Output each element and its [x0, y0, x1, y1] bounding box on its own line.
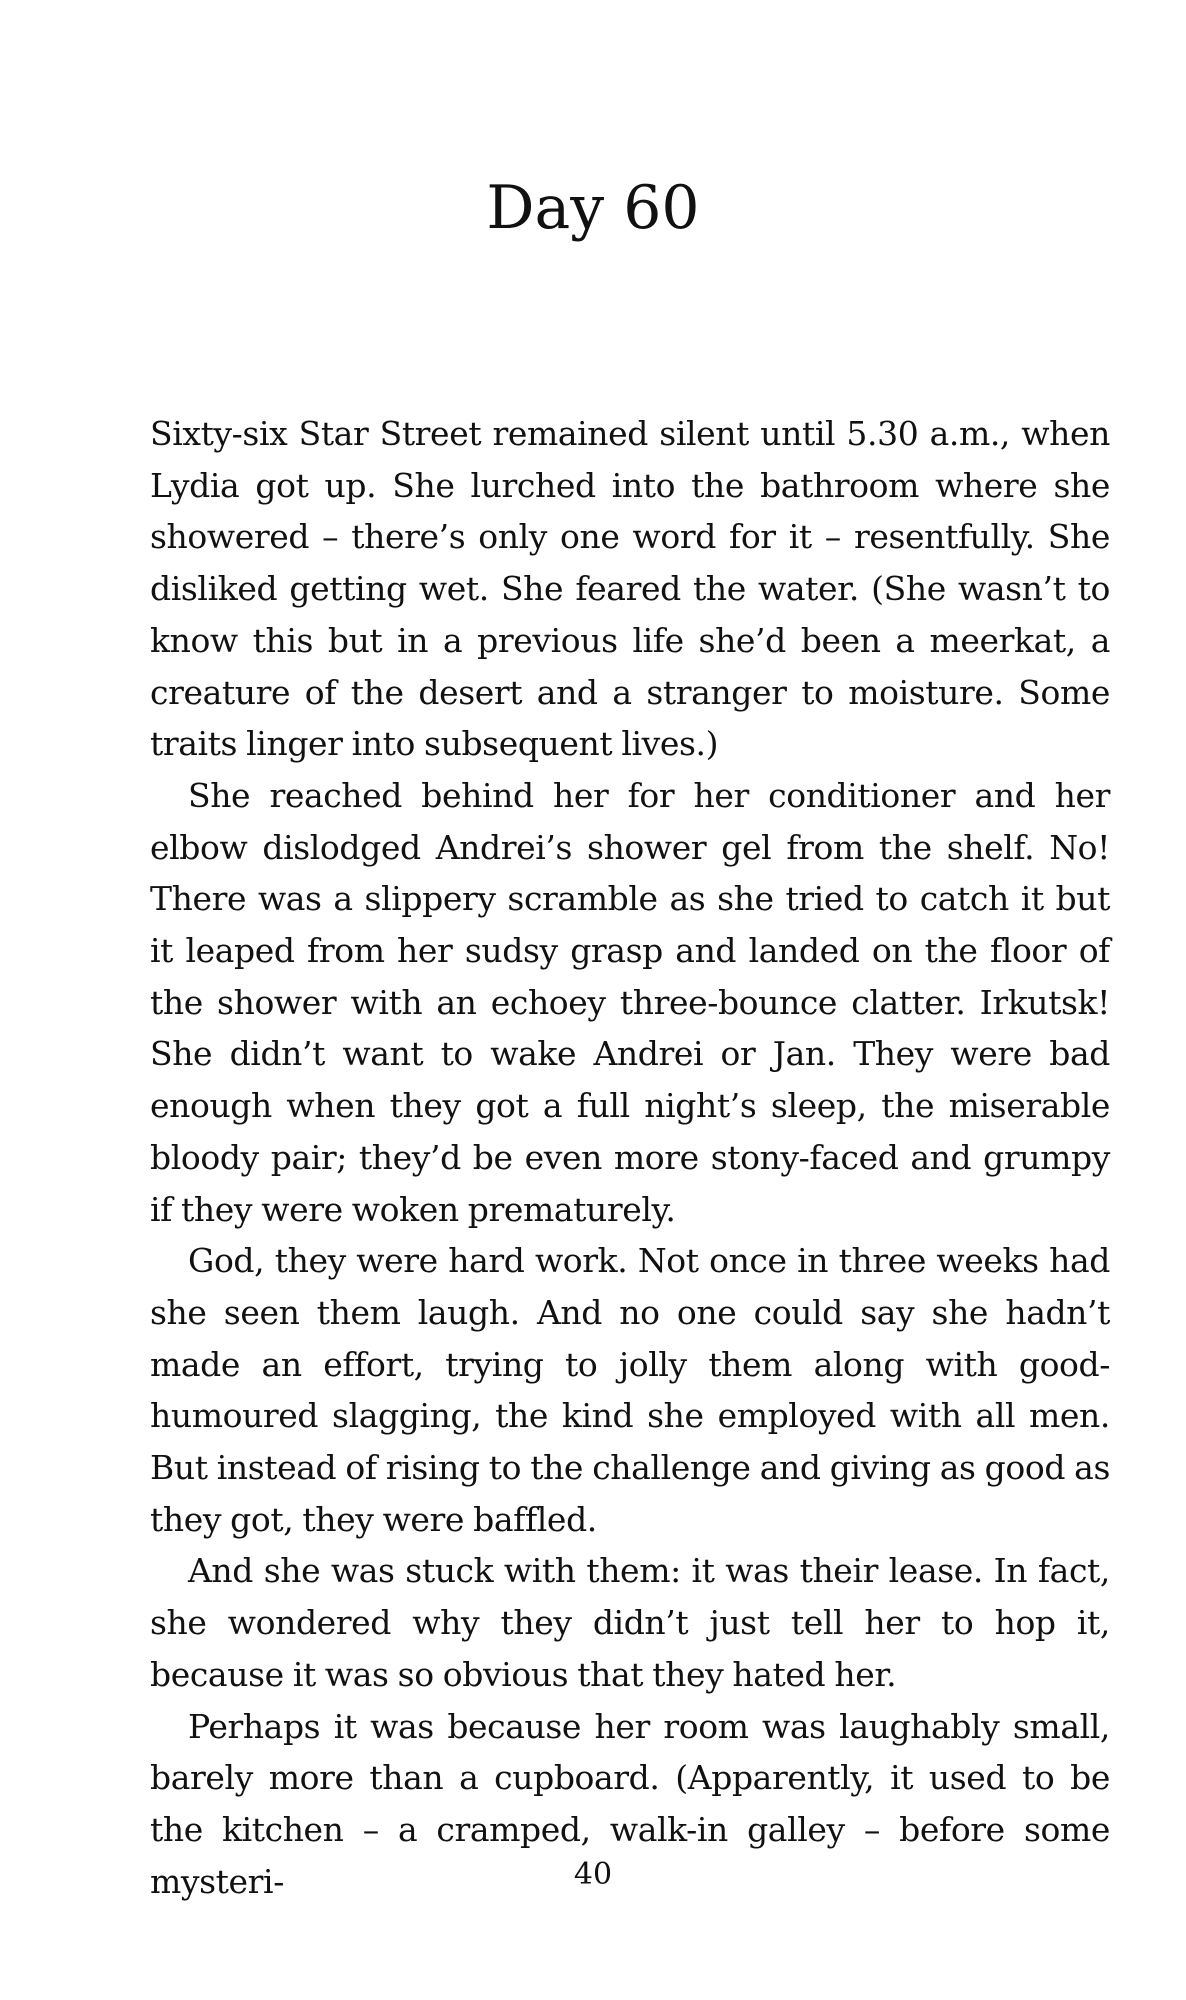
paragraph: She reached behind her for her conditioner and her elbow dislodged Andrei’s shower gel from the shelf. No! There was a slippery scramble as she tried to catch it but it leaped from her sudsy grasp and landed on the floor of the shower with an echoey three-bounce clatter. Irkutsk! She didn’t want to wake Andrei or Jan. They were bad enough when they got a full night’s sleep, the miserable bloody pair; they’d be even more stony-faced and grumpy if they were woken prematurely. — [150, 775, 1110, 1229]
paragraph: Sixty-six Star Street remained silent until 5.30 a.m., when Lydia got up. She lurched into the bathroom where she showered – there’s only one word for it – resentfully. She disliked getting wet. She feared the water. (She wasn’t to know this but in a previous life she’d been a meerkat, a creature of the desert and a stranger to moisture. Some traits linger into subsequent lives.) — [150, 414, 1110, 764]
body-text — [150, 408, 1110, 1907]
paragraph: God, they were hard work. Not once in three weeks had she seen them laugh. And no one could say she hadn’t made an effort, trying to jolly them along with good-humoured slagging, the kind she employed with all men. But instead of rising to the challenge and giving as good as they got, they were baffled. — [150, 1241, 1110, 1539]
paragraph: And she was stuck with them: it was their lease. In fact, she wondered why they didn’t just tell her to hop it, because it was so obvious that they hated her. — [150, 1551, 1110, 1694]
paragraph: Perhaps it was because her room was laughably small, barely more than a cupboard. (Apparently, it used to be the kitchen – a cramped, walk-in galley – before some mysteri- — [150, 1706, 1110, 1901]
chapter-title: Day 60 — [486, 173, 700, 243]
page-number: 40 — [573, 1857, 613, 1892]
